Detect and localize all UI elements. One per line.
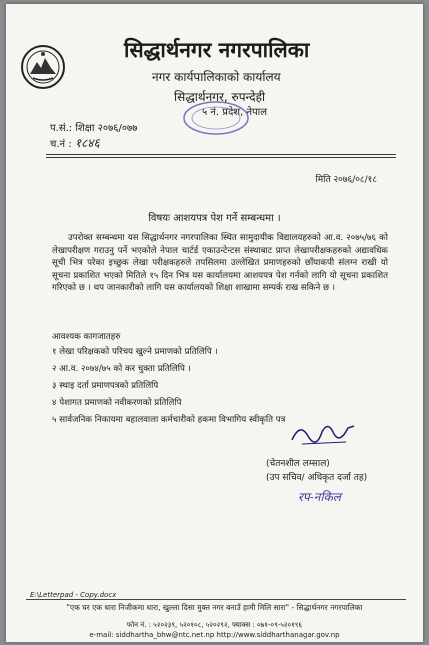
signatory-role: (उप सचिव/ अधिकृत दर्जा तह)	[266, 473, 368, 483]
office-address: सिद्धार्थनगर, रुपन्देही	[174, 90, 266, 104]
list-item: ५ सार्वजनिक निकायमा बहालवाला कर्मचारीको हकमा विभागिय स्वीकृति पत्र	[52, 415, 286, 425]
requirements-heading: आवश्यक कागजातहरु	[52, 332, 121, 342]
nepal-emblem-icon	[20, 44, 66, 90]
subject-line: विषयः आशयपत्र पेश गर्ने सम्बन्धमा ।	[148, 213, 281, 224]
dispatch-value: १८४६	[74, 136, 100, 150]
office-stamp-icon	[182, 100, 250, 136]
office-name: नगर कार्यपालिकाको कार्यालय	[152, 70, 281, 84]
list-item: ३ स्थाइ दर्ता प्रमाणपत्रको प्रतिलिपि	[52, 381, 159, 391]
dispatch-label: च.नं :	[50, 139, 72, 150]
header-divider-2	[46, 157, 396, 158]
province-text: ५ नं. प्रदेश, नेपाल	[202, 107, 268, 118]
requirements-list	[52, 344, 285, 429]
dispatch-number	[50, 134, 100, 151]
signatory-name: (चेतनशील लम्साल)	[266, 459, 330, 469]
list-item: २ आ.व. २०७४/७५ को कर चुक्ता प्रतिलिपि ।	[52, 364, 191, 374]
file-path: E:\Letterpad - Copy.docx	[30, 591, 117, 599]
body-text: उपरोक्त सम्बन्धमा यस सिद्धार्थनगर नगरपालिका स्थित सामुदायीक विद्यालयहरुको आ.व. २०७५/७६ को लेखापरीक्षण गराउनु पर्ने भएकोले नेपाल चार्टर्ड एकाउन्टेन्टस संस्थाबाट प्राप्त लेखापरीक्षकहरुको अद्यावधिक सूची भित्र परेका इच्छुक लेखा परीक्षकहरुले तपसिलमा उल्लेखित प्रमाणहरुको छाँयाकपी संलग्न राखी यो सूचना प्रकाशित भएको मितिले १५ दिन भित्र यस कार्यालयमा आशयपत्र पेश गर्नको लागि यो सूचना प्रकाशित गरिएको छ । थप जानकारीको लागि यस कार्यालयको शिक्षा शाखामा सम्पर्क राख सकिने छ ।	[52, 233, 388, 293]
footer-email: e-mail: siddhartha_bhw@ntc.net.np http://www.siddharthanagar.gov.np	[89, 631, 340, 639]
letter-date: मिति २०७६/०८/१८	[315, 175, 377, 185]
list-item: १ लेखा परिक्षकको परिचय खुल्ने प्रमाणको प्रतिलिपि ।	[52, 347, 218, 357]
org-name: सिद्धार्थनगर नगरपालिका	[124, 38, 310, 62]
header-divider	[46, 154, 396, 155]
letter-page	[6, 4, 423, 642]
list-item: ४ पेशागत प्रमाणको नवीकरणको प्रतिलिपि	[52, 398, 182, 408]
copy-mark: रप-नकिल	[298, 490, 341, 504]
signature-icon	[288, 414, 358, 450]
footer-slogan: "एक घर एक धारा निजीकमा धारा, खुल्ला दिसा मुक्त नगर बनाउँ हामी मिलि सारा" - सिद्धार्थनगर नगरपालिका	[66, 603, 363, 612]
body-paragraph	[52, 232, 388, 295]
footer-divider	[26, 599, 406, 600]
footer-phone: फोन नं. : ५२०२३९, ५२०१०८, ५२०२९२, फ्याक्स : ०७१-०९-५२०१९६	[126, 621, 303, 629]
reference-number: प.सं.: शिक्षा २०७६/०७७	[50, 123, 138, 134]
